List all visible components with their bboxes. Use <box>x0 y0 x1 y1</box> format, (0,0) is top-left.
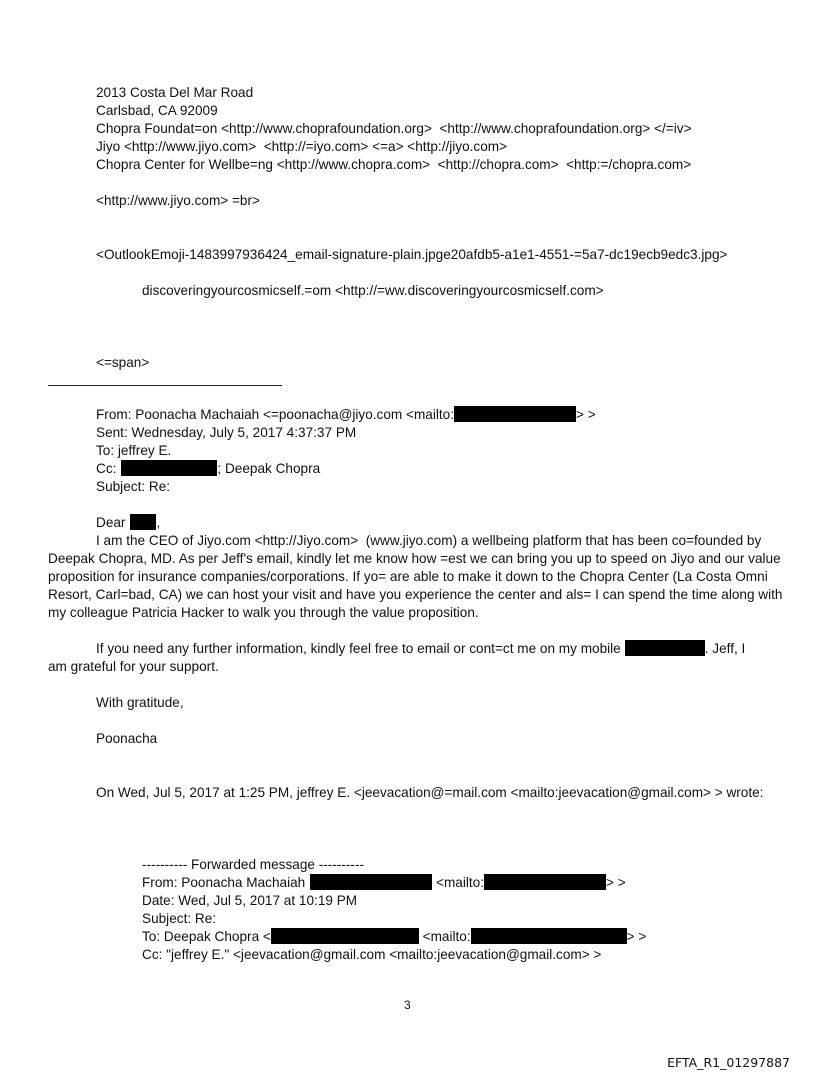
quote-intro: On Wed, Jul 5, 2017 at 1:25 PM, jeffrey E. <jeevacation@=mail.com <mailto:jeevacation@gmail.com> > wrote: <box>96 785 764 800</box>
forwarded-from: From: Poonacha Machaiah <mailto: > > <box>142 875 626 890</box>
salutation: Dear , <box>96 515 161 530</box>
header-subject: Subject: Re: <box>96 479 171 494</box>
redaction-box <box>121 460 217 476</box>
signature-cosmic-link: discoveringyourcosmicself.=om <http://=ww.discoveringyourcosmicself.com> <box>142 283 604 298</box>
redaction-box <box>271 928 419 944</box>
forwarded-cc: Cc: "jeffrey E." <jeevacation@gmail.com <mailto:jeevacation@gmail.com> > <box>142 947 602 962</box>
separator-line <box>48 385 282 386</box>
redaction-box <box>130 514 156 530</box>
signoff-name: Poonacha <box>96 731 158 746</box>
signature-jiyo-link: Jiyo <http://www.jiyo.com> <http://=iyo.com> <=a> <http://jiyo.com> <box>96 139 508 154</box>
header-from: From: Poonacha Machaiah <=poonacha@jiyo.com <mailto: > > <box>96 407 596 422</box>
paragraph-1-line-1: I am the CEO of Jiyo.com <http://Jiyo.com> (www.jiyo.com) a wellbeing platform that has been co=founded by <box>96 533 762 548</box>
paragraph-2-line-1: If you need any further information, kindly feel free to email or cont=ct me on my mobile . Jeff, I <box>96 641 746 656</box>
paragraph-1-line-3: proposition for insurance companies/corporations. If yo= are able to make it down to the Chopra Center (La Costa Omni <box>48 569 768 584</box>
forwarded-marker: ---------- Forwarded message ---------- <box>142 857 365 872</box>
paragraph-1-line-4: Resort, Carl=bad, CA) we can host your visit and have you experience the center and als= I can spend the time along with <box>48 587 783 602</box>
forwarded-subject: Subject: Re: <box>142 911 217 926</box>
signature-span-artifact: <=span> <box>96 355 150 370</box>
signature-foundation-link: Chopra Foundat=on <http://www.choprafoundation.org> <http://www.choprafoundation.org> </=iv> <box>96 121 692 136</box>
forwarded-date: Date: Wed, Jul 5, 2017 at 10:19 PM <box>142 893 358 908</box>
closing: With gratitude, <box>96 695 184 710</box>
paragraph-1-line-5: my colleague Patricia Hacker to walk you through the value proposition. <box>48 605 479 620</box>
paragraph-1-line-2: Deepak Chopra, MD. As per Jeff's email, kindly let me know how =est we can bring you up to speed on Jiyo and our value <box>48 551 781 566</box>
header-to: To: jeffrey E. <box>96 443 172 458</box>
page-number: 3 <box>404 998 411 1012</box>
redaction-box <box>625 640 705 656</box>
header-sent: Sent: Wednesday, July 5, 2017 4:37:37 PM <box>96 425 357 440</box>
signature-address-line2: Carlsbad, CA 92009 <box>96 103 218 118</box>
signature-emoji-image-ref: <OutlookEmoji-1483997936424_email-signature-plain.jpge20afdb5-a1e1-4551-=5a7-dc19ecb9edc3.jpg> <box>96 247 728 262</box>
document-id-stamp: EFTA_R1_01297887 <box>667 1055 790 1070</box>
paragraph-2-line-2: am grateful for your support. <box>48 659 219 674</box>
forwarded-to: To: Deepak Chopra < <mailto: > > <box>142 929 647 944</box>
redaction-box <box>484 874 606 890</box>
redaction-box <box>310 874 432 890</box>
signature-jiyo-br: <http://www.jiyo.com> =br> <box>96 193 260 208</box>
redaction-box <box>454 406 576 422</box>
signature-address-line1: 2013 Costa Del Mar Road <box>96 85 254 100</box>
header-cc: Cc: ; Deepak Chopra <box>96 461 321 476</box>
redaction-box <box>471 928 627 944</box>
signature-center-link: Chopra Center for Wellbe=ng <http://www.chopra.com> <http://chopra.com> <http:=/chopra.com> <box>96 157 692 172</box>
